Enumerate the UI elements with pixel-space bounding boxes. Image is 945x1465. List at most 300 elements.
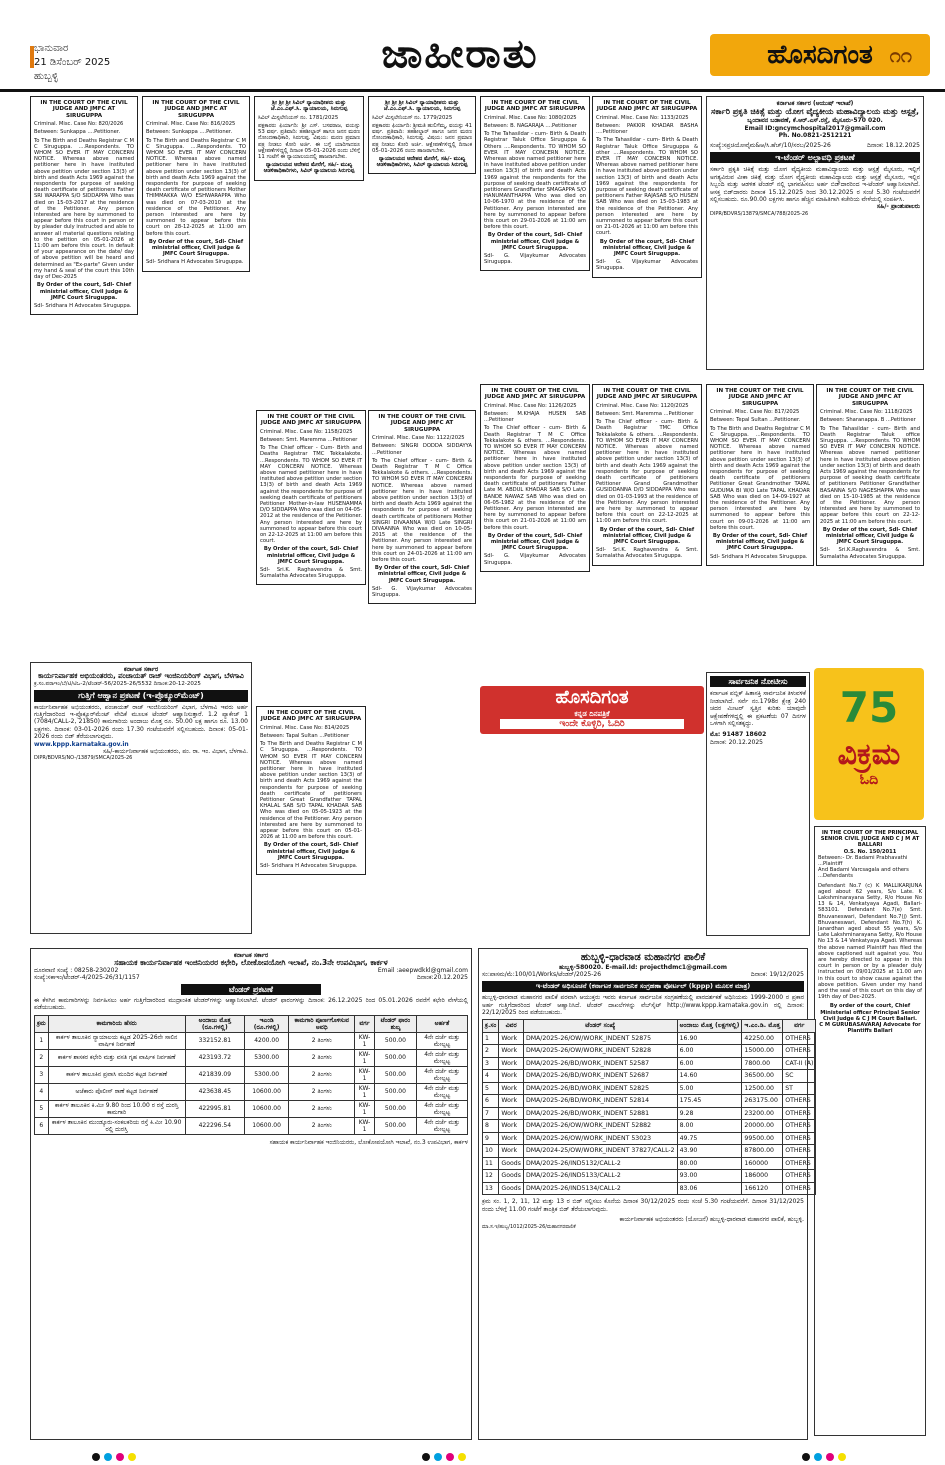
table-cell: ಕಾರ್ಕಳ ತಾಲೂಕಿನ ಮುಂಡ್ಕೂರು-ಸಂಕಲಕರಿಯ ರಸ್ತೆ ಕಿ.ಮೀ 10.90 ರಲ್ಲಿ ದುರಸ್ತಿ bbox=[48, 1117, 185, 1134]
table-cell: 166120 bbox=[742, 1182, 783, 1195]
table-cell: 13 bbox=[483, 1182, 499, 1195]
govt-name: ಕರ್ನಾಟಕ ಸರ್ಕಾರ bbox=[123, 666, 159, 673]
office-email: Email :aeepwdkkl@gmail.com bbox=[377, 966, 468, 974]
table-cell: 2 ತಿಂಗಳು bbox=[289, 1066, 355, 1083]
court-notice bbox=[480, 96, 590, 271]
column-header: ಟೆಂಡರ್ ಫಾರಂ ಶುಲ್ಕ bbox=[374, 1015, 416, 1032]
notice-parties: Between: Tepal Sultan ...Petitioner. bbox=[710, 417, 801, 424]
college-name: ಸರ್ಕಾರಿ ಪ್ರಕೃತಿ ಚಿಕಿತ್ಸೆ ಮತ್ತು ಯೋಗ ವೈದ್ಯಕೀಯ ಮಹಾವಿದ್ಯಾಲಯ ಮತ್ತು ಆಸ್ಪತ್ರೆ, bbox=[710, 107, 920, 117]
table-cell: 9.28 bbox=[677, 1107, 742, 1120]
college-phone: Ph. No.0821-2512121 bbox=[778, 132, 852, 140]
office-phone: ದೂರವಾಣಿ ಸಂಖ್ಯೆ : 08258-230202 bbox=[34, 966, 119, 974]
table-cell: OTHERS bbox=[783, 1145, 816, 1158]
notice-case: Criminal. Misc. Case No: 814/2025 bbox=[260, 724, 350, 731]
notice-signature: By order of the court, Chief Ministerial officer Principal Senior Civil Judge & C J M Court Ballari. bbox=[820, 1003, 920, 1022]
vikrama-anniversary-number: 75 bbox=[839, 683, 899, 732]
table-cell: 2 ತಿಂಗಳು bbox=[289, 1049, 355, 1066]
column-header: ಕ್ರಮ bbox=[35, 1015, 49, 1032]
notice-case: Criminal. Misc. Case No: 817/2025 bbox=[710, 409, 800, 416]
reference-date: ದಿನಾಂಕ:20.12.2025 bbox=[416, 974, 468, 982]
table-cell: 4ನೇ ದರ್ಜೆ ಮತ್ತು ಮೇಲ್ಪಟ್ಟ bbox=[416, 1049, 467, 1066]
notice-signature: By Order of the court, Sdl- Chief ministrial officer, Civil judge & JMFC Court Siruguppa. bbox=[822, 526, 918, 546]
notice-case: O.S. No. 150/2011 bbox=[843, 848, 897, 855]
notice-body: To The Birth and Deaths Registrar C M C Siruguppa. ...Respondents. TO WHOM SO EVER IT MAY CONCERN NOTICE. Whereas above named petitioner here in have instituted above petition under section 13(3) of birth and death Acts 1969 against the respondents for purpose of seeking death certificate of petitioners Petitioner Great Grandfather TAPAL KHALAL SAB S/O TAPAL KHADAR SAB Who was died on 05-05-1923 at the residence of the Petitioner. Any person interested are here by summoned to appear before this court on 05-01-2026 at 11:00 am before this court. bbox=[260, 741, 362, 841]
table-cell: 5300.00 bbox=[244, 1066, 288, 1083]
table-cell: Work bbox=[499, 1070, 524, 1083]
tender-body: ಸರ್ಕಾರಿ ಪ್ರಕೃತಿ ಚಿಕಿತ್ಸೆ ಮತ್ತು ಯೋಗ ವೈದ್ಯಕೀಯ ಮಹಾವಿದ್ಯಾಲಯ ಮತ್ತು ಆಸ್ಪತ್ರೆ ಮೈಸೂರು, ಇಲ್ಲಿಗೆ ಅಗತ್ಯವಿರುವ ವೀಕಾ ಚಿಕಿತ್ಸೆ ಮತ್ತು ಯೋಗ ವೈದ್ಯಕೀಯ ಮಹಾವಿದ್ಯಾಲಯ ಮತ್ತು ಆಸ್ಪತ್ರೆ ಮೈಸೂರು, ಇಲ್ಲಿನ ಸಿಬ್ಬಂದಿ ಮತ್ತು ಆಡಳಿತ ಟೆಂಡರ್ ನಲ್ಲಿ ಭಾಗವಹಿಸಲು ಅರ್ಹ ಬಿಡ್‌ದಾರರಿಂದ ಇ-ಟೆಂಡರ್ ಆಹ್ವಾನಿಸಲಾಗಿದೆ. ಆಸಕ್ತ ಬಿಡ್‌ದಾರರು ದಿನಾಂಕ 15.12.2025 ರಿಂದ 30.12.2025 ರ ಸಂಜೆ 5.30 ಗಂಟೆಯವರೆಗೆ ಸಲ್ಲಿಸಬಹುದು. ರೂ.90.00 ಲಕ್ಷಗಳು ಹಾಗೂ ಹೆಚ್ಚಿನ ಮಾಹಿತಿಗಾಗಿ ಕಚೇರಿಯ ವೇಳೆಯಲ್ಲಿ ಸಂಪರ್ಕಿಸಿ. bbox=[710, 166, 920, 204]
vikrama-subtitle: ಓದಿ bbox=[859, 772, 879, 788]
table-cell: 2 ತಿಂಗಳು bbox=[289, 1100, 355, 1117]
column-6-lower bbox=[592, 384, 702, 680]
notice-case: Criminal. Misc. Case No: 820/2026 bbox=[34, 121, 124, 128]
column-5-lower bbox=[480, 384, 590, 680]
notice-signature: By Order of the court, Sdl- Chief ministrial officer, Civil judge & JMFC Court Siruguppa. bbox=[599, 526, 695, 546]
court-notice bbox=[368, 410, 476, 604]
table-cell: 500.00 bbox=[374, 1100, 416, 1117]
notice-body: ಪಕ್ಷಕಾರರು ಫಿರ್ಯಾದಿ: ಶ್ರೀ ಎಸ್. ಬಸವರಾಜ, ವಯಸ್ಸು 53 ವರ್ಷ. ಪ್ರತಿವಾದಿ: ತಹಶೀಲ್ದಾರ್ ಹಾಗೂ ಜನನ ಮರಣ ನೋಂದಣಾಧಿಕಾರಿ, ಸಿರುಗುಪ್ಪ. ವಿಷಯ: ಮರಣ ಪ್ರಮಾಣ ಪತ್ರ ನೀಡಲು ಕೋರಿ ಅರ್ಜಿ. ಈ ಬಗ್ಗೆ ಯಾರಿಗಾದರೂ ಆಕ್ಷೇಪಣೆಗಳಿದ್ದಲ್ಲಿ ದಿನಾಂಕ 05-01-2026 ರಂದು ಬೆಳಿಗ್ಗೆ 11 ಗಂಟೆಗೆ ಈ ನ್ಯಾಯಾಲಯದಲ್ಲಿ ಹಾಜರಾಗಬೇಕು. bbox=[258, 123, 360, 161]
table-cell: 6 bbox=[483, 1095, 499, 1108]
table-row bbox=[35, 1100, 468, 1117]
table-row bbox=[483, 1082, 816, 1095]
notice-advocate: C M GURUBASAVARAJ Advocate for Plantiffs Ballari bbox=[819, 1022, 921, 1035]
table-cell: 14.60 bbox=[677, 1070, 742, 1083]
table-row bbox=[35, 1049, 468, 1066]
table-cell: 4ನೇ ದರ್ಜೆ ಮತ್ತು ಮೇಲ್ಪಟ್ಟ bbox=[416, 1083, 467, 1100]
table-cell: 4 bbox=[483, 1070, 499, 1083]
table-cell: DMA/2025-26/OW/WORK_INDENT 52875 bbox=[523, 1032, 677, 1045]
notice-signature: By Order of the court, Sdl- Chief ministrial officer, Civil judge & JMFC Court Siruguppa. bbox=[599, 238, 695, 258]
public-notice-date: ದಿನಾಂಕ: 20.12.2025 bbox=[710, 738, 763, 746]
table-cell: 10600.00 bbox=[244, 1117, 288, 1134]
public-notice-body: ಕರ್ನಾಟಕ ಪಬ್ಲಿಕ್ ಹಿತಾಸಕ್ತಿ ಸಾರ್ವಜನಿಕ ತಿಳುವಳಿಕೆ ನೀಡಲಾಗಿದೆ. ಸರ್ವೆ ನಂ.1798ರ ಕ್ಷೇತ್ರ 240 ಚದರ ಮೀಟರ್ ಸ್ವತ್ತಿನ ಕುರಿತು ಯಾವುದೇ ಆಕ್ಷೇಪಣೆಗಳಿದ್ದಲ್ಲಿ ಈ ಪ್ರಕಟಣೆಯ 07 ದಿನಗಳ ಒಳಗಾಗಿ ಸಲ್ಲಿಸತಕ್ಕದ್ದು. bbox=[710, 690, 806, 728]
notice-signature: ನ್ಯಾಯಾಲಯದ ಆದೇಶದ ಮೇರೆಗೆ, ಸಹಿ/- ಮುಖ್ಯ ಆಡಳಿತಾಧಿಕಾರಿಗಳು, ಸಿವಿಲ್ ನ್ಯಾಯಾಲಯ ಸಿರುಗುಪ್ಪ bbox=[376, 156, 468, 169]
table-cell: Work bbox=[499, 1082, 524, 1095]
table-cell: Work bbox=[499, 1095, 524, 1108]
table-cell: Goods bbox=[499, 1157, 524, 1170]
table-cell: DMA/2025-26/OW/WORK_INDENT 52828 bbox=[523, 1045, 677, 1058]
rdpr-tender-notice bbox=[30, 662, 252, 934]
public-notice bbox=[706, 672, 810, 936]
column-header: ಅರ್ಹತೆ bbox=[416, 1015, 467, 1032]
tender-heading: ಇ-ಟೆಂಡರ್ ಅಧಿಸೂಚನೆ (ಕರ್ನಾಟಕ ಸಾರ್ವಜನಿಕ ಸಂಗ್ರಹಣಾ ಪೋರ್ಟಲ್ (kppp) ಮೂಲಕ ಮಾತ್ರ) bbox=[482, 981, 804, 992]
table-cell: KW-1 bbox=[355, 1066, 375, 1083]
reference-number: ಸಂಖ್ಯೆ:ಸಪ್ರಚಿಯೋವೈಮ&ಆ/ಸಿ.ಹೆಚ್/10/ಸರಬ/2025-26 bbox=[710, 141, 831, 149]
table-cell: 3 bbox=[483, 1057, 499, 1070]
notice-advocate: Sdl- Sri.K.Raghavendra & Smt. Sumalatha Advocates Siruguppa. bbox=[820, 547, 920, 560]
karkala-pwd-tender bbox=[30, 948, 472, 1440]
newspaper-logo bbox=[710, 34, 930, 76]
table-cell: ಕಾರ್ಕಳ ತಾಲೂಕಿನ ಕಿ.ಮೀ 9.80 ರಿಂದ 10.00 ರ ರಸ್ತೆ ದುರಸ್ತಿ ಕಾಮಗಾರಿ bbox=[48, 1100, 185, 1117]
reference-number: ಸಂ:ಪಾಸಮ/ಮೆ:100/01/Works/ಟೆಂಡರ್/2025-26 bbox=[482, 971, 602, 979]
table-cell: 7800.00 bbox=[742, 1057, 783, 1070]
table-cell: ಅಜೆಕಾರು ಪೊಲೀಸ್ ಠಾಣೆ ಕಟ್ಟಡ ನಿರ್ವಹಣೆ bbox=[48, 1083, 185, 1100]
notice-case: Criminal. Misc. Case No: 1158/2025 bbox=[260, 428, 353, 435]
tender-signature: ಸಹಿ/- ಪ್ರಾಂಶುಪಾಲರು bbox=[876, 203, 920, 211]
notice-signature: By Order of the court, Sdl- Chief ministrial officer, Civil judge & JMFC Court Siruguppa. bbox=[712, 533, 808, 552]
vikrama-ad bbox=[814, 668, 924, 820]
column-header: ವಿವರ bbox=[499, 1020, 524, 1033]
notice-advocate: Sdl- Sridhara H Advocates Siruguppa. bbox=[710, 553, 808, 560]
table-cell: CAT-II (A) bbox=[783, 1057, 816, 1070]
table-cell: 500.00 bbox=[374, 1049, 416, 1066]
reference-number: ಸಂಖ್ಯೆ:ಸಕಾಇಂ/ಟೆಂಡರ್-4/2025-26/31/1157 bbox=[34, 974, 140, 982]
table-row bbox=[483, 1070, 816, 1083]
table-cell: 175.45 bbox=[677, 1095, 742, 1108]
ref-row bbox=[482, 971, 804, 978]
tender-heading: ಗುತ್ತಿಗೆ ಆಹ್ವಾನ ಪ್ರಕಟಣೆ (ಇ-ಪ್ರೊಕ್ಯೂರ್‌ಮೆಂಟ್) bbox=[34, 690, 248, 701]
notice-signature: By Order of the court, Sdl- Chief ministrial officer, Civil judge & JMFC Court Siruguppa. bbox=[36, 282, 132, 301]
table-cell: 332152.81 bbox=[185, 1032, 244, 1049]
court-notice bbox=[480, 384, 590, 572]
corporation-contact: ಹುಬ್ಬಳ್ಳಿ-580020. E-mail.Id: projecthdmc1@gmail.com bbox=[558, 964, 728, 971]
table-cell: ST bbox=[783, 1082, 816, 1095]
notice-heading: IN THE COURT OF THE CIVIL JUDGE AND JMFC AT SIRUGUPPA bbox=[152, 100, 240, 119]
table-cell: 12500.00 bbox=[742, 1082, 783, 1095]
table-cell: 5 bbox=[483, 1082, 499, 1095]
table-cell: 42250.00 bbox=[742, 1032, 783, 1045]
tender-intro: ಈ ಕೆಳಗಿನ ಕಾಮಗಾರಿಗಳನ್ನು ನಿರ್ವಹಿಸಲು ಅರ್ಹ ಗುತ್ತಿಗೆದಾರರಿಂದ ಮುದ್ರಾಂಕಿತ ಟೆಂಡರ್‌ಗಳನ್ನು ಆಹ್ವಾನಿಸಲಾಗಿದೆ. ಟೆಂಡರ್ ಫಾರಂಗಳನ್ನು ದಿನಾಂಕ: 26.12.2025 ರಿಂದ 05.01.2026 ರವರೆಗೆ ಕಛೇರಿ ವೇಳೆಯಲ್ಲಿ ಪಡೆಯಬಹುದು. bbox=[34, 997, 468, 1012]
notice-heading: ಶ್ರೀ ಶ್ರೀ ಶ್ರೀ ಸಿವಿಲ್ ನ್ಯಾಯಾಧೀಶರು ಮತ್ತು ಜೆ.ಎಂ.ಎಫ್.ಸಿ. ನ್ಯಾಯಾಲಯ, ಸಿರುಗುಪ್ಪ bbox=[270, 100, 348, 113]
notice-heading: IN THE COURT OF THE CIVIL JUDGE AND JMFC AT SIRUGUPPA bbox=[260, 414, 362, 427]
column-header: ಇ.ಎಂ.ಡಿ. ಮೊತ್ತ bbox=[742, 1020, 783, 1033]
table-cell: 8.00 bbox=[677, 1120, 742, 1133]
notice-signature: By Order of the court, Sdl- Chief ministrial officer, Civil judge & JMFC Court Siruguppa. bbox=[263, 546, 359, 565]
table-cell: 4ನೇ ದರ್ಜೆ ಮತ್ತು ಮೇಲ್ಪಟ್ಟ bbox=[416, 1117, 467, 1134]
table-cell: 12 bbox=[483, 1170, 499, 1183]
table-row bbox=[483, 1170, 816, 1183]
notice-heading: IN THE COURT OF THE CIVIL JUDGE AND JMFC AT SIRUGUPPA bbox=[596, 100, 698, 113]
tender-signature: ಕಾರ್ಯನಿರ್ವಾಹಕ ಅಭಿಯಂತರರು (ಯೋಜನೆ) ಹುಬ್ಬಳ್ಳಿ-ಧಾರವಾಡ ಮಹಾನಗರ ಪಾಲಿಕೆ, ಹುಬ್ಬಳ್ಳಿ. bbox=[619, 1216, 804, 1224]
court-notice bbox=[256, 706, 366, 875]
table-cell: 11 bbox=[483, 1157, 499, 1170]
notice-plaintiff: Between:- Dr. Badami Prabhavathi ...Plaintiff bbox=[818, 854, 908, 868]
table-cell: ಕಾರ್ಕಳ ಶಾಸಕರ ಕಛೇರಿ ಮತ್ತು ವಸತಿ ಗೃಹ ವಾರ್ಷಿಕ ನಿರ್ವಹಣೆ bbox=[48, 1049, 185, 1066]
notice-advocate: Sdl- G. Vijaykumar Advocates Siruguppa. bbox=[484, 553, 586, 566]
table-row bbox=[483, 1132, 816, 1145]
table-cell: 186000 bbox=[742, 1170, 783, 1183]
table-cell: 15000.00 bbox=[742, 1045, 783, 1058]
table-cell: KW-1 bbox=[355, 1049, 375, 1066]
govt-name: ಕರ್ನಾಟಕ ಸರ್ಕಾರ bbox=[233, 952, 269, 959]
table-cell: Work bbox=[499, 1132, 524, 1145]
govt-name: ಕರ್ನಾಟಕ ಸರ್ಕಾರ (ಆಯುಷ್ ಇಲಾಖೆ) bbox=[776, 100, 854, 107]
column-4-lower bbox=[368, 410, 476, 700]
notice-parties: Between: Smt. Maremma ...Petitioner bbox=[260, 437, 358, 444]
table-cell: 263175.00 bbox=[742, 1095, 783, 1108]
table-cell: 1 bbox=[35, 1032, 49, 1049]
college-email: Email ID:gncymchospital2017@gmail.com bbox=[744, 124, 886, 132]
page-number: ೧೧ bbox=[889, 43, 912, 67]
notice-heading: IN THE COURT OF THE CIVIL JUDGE AND JMFC AT SIRUGUPPA bbox=[260, 710, 362, 723]
dipr-code: DIPR/BDVRS/NO-/13879/SMCA/2025-26 bbox=[34, 755, 133, 762]
notice-heading: IN THE COURT OF THE CIVIL JUDGE AND JMFC AT SIRUGUPPA bbox=[40, 100, 128, 119]
table-cell: KW-1 bbox=[355, 1117, 375, 1134]
table-cell: DMA/2025-26/BD/WORK_INDENT 52814 bbox=[523, 1095, 677, 1108]
table-cell: ಕಾರ್ಕಳ ತಾಲೂಕಿನ ನ್ಯಾಯಾಲಯ ಕಟ್ಟಡ 2025-26ನೇ ಸಾಲಿನ ವಾರ್ಷಿಕ ನಿರ್ವಹಣೆ bbox=[48, 1032, 185, 1049]
table-cell: 10 bbox=[483, 1145, 499, 1158]
reference-date: ದಿನಾಂಕ: 19/12/2025 bbox=[750, 971, 804, 979]
notice-body: To The Chief officer - cum- Birth & Death Registrar T M C Office Tekkalakote & others. ...Respondents. TO WHOM SO EVER IT MAY CONCERN NOTICE. Whereas above named petitioner here in have instituted above petition under section 13(3) of birth and death Acts 1969 against the respondents for purpose of seeking death certificate of petitioners Mother SINGRI DIVAANNA W/O Late SINGRI DIVAANNA Who was died on 10-05-2015 at the residence of the Petitioner. Any person interested are here by summoned to appear before this court on 24-01-2026 at 11:00 am before this court. bbox=[372, 457, 472, 564]
notice-case: Criminal. Misc. Case No: 1118/2025 bbox=[820, 409, 913, 416]
table-cell: 2 ತಿಂಗಳು bbox=[289, 1083, 355, 1100]
ad-tagline: ಕನ್ನಡ ದಿನಪತ್ರಿಕೆ bbox=[574, 710, 610, 718]
table-cell: 2 ತಿಂಗಳು bbox=[289, 1032, 355, 1049]
notice-signature: By Order of the court, Sdl- Chief ministrial officer, Civil judge & JMFC Court Siruguppa. bbox=[487, 232, 583, 251]
print-registration-marks bbox=[0, 1446, 945, 1456]
table-header-row bbox=[35, 1015, 468, 1032]
table-cell: 423193.72 bbox=[185, 1049, 244, 1066]
notice-body: To The Chief officer - cum- Birth & Death Registrar TMC Office Tekkalakote & others. ...Respondents. TO WHOM SO EVER IT MAY CONCERN NOTICE. Whereas above named petitioner here in have instituted above petition under section 13(3) of birth and death Acts 1969 against the respondents for purpose of seeking death certificate of petitioners Petitioner Grand Grandmother GUSIDDANNA D/O SIDDAPPA Who was died on 01-03-1993 at the residence of the Petitioner. Any person interested are here by summoned to appear before this court on 22-12-2025 at 11:00 am before this court. bbox=[596, 419, 698, 525]
court-notice bbox=[592, 384, 702, 566]
notice-heading: IN THE COURT OF THE CIVIL JUDGE AND JMFC AT SIRUGUPPA bbox=[716, 388, 804, 407]
table-cell: 2 ತಿಂಗಳು bbox=[289, 1117, 355, 1134]
table-cell: 87800.00 bbox=[742, 1145, 783, 1158]
notice-body: To The Birth and Deaths Registrar C M C Siruguppa. ....Respondents. TO WHOM SO EVER IT MAY CONCERN NOTICE. Whereas above named petitioner here in have instituted above petition under section 13(3) of birth and death Acts 1969 against the respondents for purpose of seeking death certificate of petitioners Mother THIMMAKKA W/O ESHWARAPPA Who was died on 07-03-2010 at the residence of the Petitioner. Any person interested are here by summoned to appear before this court on 28-12-2025 at 11:00 am before this court. bbox=[146, 137, 246, 237]
column-3 bbox=[254, 96, 364, 396]
notice-parties: Between: PAKKIR KHADAR BASHA ....Petitioner bbox=[596, 123, 698, 136]
table-cell: 10600.00 bbox=[244, 1083, 288, 1100]
notice-case: ಸಿವಿಲ್ ಮಿಸ್ಸಲೇನಿಯಸ್ ನಂ. 1779/2025 bbox=[372, 114, 453, 121]
notice-signature: ನ್ಯಾಯಾಲಯದ ಆದೇಶದ ಮೇರೆಗೆ, ಸಹಿ/- ಮುಖ್ಯ ಆಡಳಿತಾಧಿಕಾರಿಗಳು, ಸಿವಿಲ್ ನ್ಯಾಯಾಲಯ ಸಿರುಗುಪ್ಪ bbox=[263, 162, 355, 175]
court-notice bbox=[142, 96, 250, 272]
table-cell: 422296.54 bbox=[185, 1117, 244, 1134]
newspaper-name: ಹೊಸದಿಗಂತ bbox=[767, 40, 873, 70]
table-cell: 5 bbox=[35, 1100, 49, 1117]
table-cell: DMA/2025-26/BD/WORK_INDENT 52825 bbox=[523, 1082, 677, 1095]
column-header: ಇಎಂಡಿ (ರೂ.ಗಳಲ್ಲಿ) bbox=[244, 1015, 288, 1032]
table-cell: 7 bbox=[483, 1107, 499, 1120]
reference-date: ದಿನಾಂಕ: 18.12.2025 bbox=[867, 141, 920, 149]
table-cell: DMA/2025-26/OW/WORK_INDENT 53023 bbox=[523, 1132, 677, 1145]
notice-case: Criminal. Misc. Case No: 1120/2025 bbox=[596, 402, 689, 409]
table-row bbox=[483, 1182, 816, 1195]
table-cell: 3 bbox=[35, 1066, 49, 1083]
column-1 bbox=[30, 96, 138, 406]
table-cell: SC bbox=[783, 1070, 816, 1083]
tender-heading: ಇ-ಟೆಂಡರ್ ಅಲ್ಪಾವಧಿ ಪ್ರಕಟಣೆ bbox=[710, 152, 920, 163]
department-name: ಸಹಾಯಕ ಕಾರ್ಯನಿರ್ವಾಹಕ ಇಂಜಿನಿಯರರ ಕಛೇರಿ, ಲೋಕೋಪಯೋಗಿ ಇಲಾಖೆ, ನಂ.3ನೇ ಉಪವಿಭಾಗ, ಕಾರ್ಕಳ bbox=[114, 958, 388, 968]
work-table bbox=[482, 1019, 816, 1195]
page-title: ಜಾಹೀರಾತು bbox=[381, 30, 539, 77]
tender-website[interactable]: www.kppp.karnataka.gov.in bbox=[34, 740, 129, 748]
table-cell: 83.06 bbox=[677, 1182, 742, 1195]
dipr-code: ಮಾ.ಸ.ಇ/ಹುಬ್ಬ/1012/2025-26/ಮಹಾನಗರಪಾಲಿಕೆ bbox=[482, 1223, 576, 1230]
column-header: ವರ್ಗ bbox=[783, 1020, 816, 1033]
table-cell: OTHERS bbox=[783, 1132, 816, 1145]
column-header: ಅಂದಾಜು ಮೊತ್ತ (ಲಕ್ಷಗಳಲ್ಲಿ) bbox=[677, 1020, 742, 1033]
table-cell: 6.00 bbox=[677, 1045, 742, 1058]
table-cell: OTHERS bbox=[783, 1182, 816, 1195]
table-cell: 4ನೇ ದರ್ಜೆ ಮತ್ತು ಮೇಲ್ಪಟ್ಟ bbox=[416, 1100, 467, 1117]
court-notice bbox=[30, 96, 138, 315]
notice-case: Criminal. Misc. Case No: 816/2025 bbox=[146, 121, 236, 128]
table-cell: 423638.45 bbox=[185, 1083, 244, 1100]
table-cell: DMA/2025-26/BD/WORK_INDENT 52687 bbox=[523, 1070, 677, 1083]
table-cell: Work bbox=[499, 1107, 524, 1120]
table-cell: 49.75 bbox=[677, 1132, 742, 1145]
reference-number: ಕ್ರ.ಸಂ.ಪರಾಇಂ/ಬೆ/ಟಿ/ಟಿಒ-2/ಟೆಂಡರ್-56/2025-26/5532 ದಿನಾಂಕ:20-12-2025 bbox=[34, 680, 201, 687]
table-cell: DMA/2025-26/BD/WORK_INDENT 52587 bbox=[523, 1057, 677, 1070]
notice-parties: Between: Sharanappa. B ...Petitioner bbox=[820, 417, 916, 424]
notice-heading: IN THE COURT OF THE CIVIL JUDGE AND JMFC AT SIRUGUPPA bbox=[484, 100, 586, 113]
vikrama-title: ವಿಕ್ರಮ bbox=[837, 737, 901, 772]
table-cell: Work bbox=[499, 1032, 524, 1045]
tender-heading: ಟೆಂಡರ್ ಪ್ರಕಟಣೆ bbox=[181, 984, 321, 995]
table-cell: Work bbox=[499, 1057, 524, 1070]
table-cell: 80.00 bbox=[677, 1157, 742, 1170]
table-row bbox=[483, 1107, 816, 1120]
tender-footer: ಕ್ರಮ ಸಂ. 1, 2, 11, 12 ಮತ್ತು 13 ರ ಬಿಡ್ ಸಲ್ಲಿಸಲು ಕೊನೆಯ ದಿನಾಂಕ 30/12/2025 ರಂದು ಸಂಜೆ 5.30 ಗಂಟೆಯವರೆಗೆ. ದಿನಾಂಕ 31/12/2025 ರಂದು ಬೆಳಿಗ್ಗೆ 11.00 ಗಂಟೆಗೆ ತಾಂತ್ರಿಕ ಬಿಡ್ ತೆರೆಯಲಾಗುವುದು. bbox=[482, 1198, 804, 1213]
ad-brand: ಹೊಸದಿಗಂತ bbox=[555, 687, 629, 708]
table-cell: OTHERS bbox=[783, 1170, 816, 1183]
tender-intro: ಹುಬ್ಬಳ್ಳಿ-ಧಾರವಾಡ ಮಹಾನಗರ ಪಾಲಿಕೆ ಪರವಾಗಿ ಆಯುಕ್ತರು ಇವರು ಕರ್ನಾಟಕ ಸಾರ್ವಜನಿಕ ಸಂಗ್ರಹಣೆಯಲ್ಲಿ ಪಾರದರ್ಶಕತೆ ಅಧಿನಿಯಮ 1999-2000 ರ ಪ್ರಕಾರ ಅರ್ಹ ಗುತ್ತಿಗೆದಾರರಿಂದ ಟೆಂಡರ್ ಆಹ್ವಾನಿಸಿದೆ. ಟೆಂಡರ್ ದಾಖಲೆಗಳನ್ನು ವೆಬ್‌ಸೈಟ್ http://www.kppp.karnataka.gov.in ರಲ್ಲಿ ದಿನಾಂಕ: 22/12/2025 ರಿಂದ ಪಡೆಯಬಹುದು. bbox=[482, 994, 804, 1017]
table-cell: 10600.00 bbox=[244, 1100, 288, 1117]
table-cell: ಕಾರ್ಕಳ ತಾಲೂಕಿನ ಪ್ರವಾಸಿ ಮಂದಿರ ಕಟ್ಟಡ ನಿರ್ವಹಣೆ bbox=[48, 1066, 185, 1083]
table-cell: DMA/2025-26/IND5134/CALL-2 bbox=[523, 1182, 677, 1195]
notice-body: To The Birth and Deaths Registrar C M C Siruguppa. ...Respondents. TO WHOM SO EVER IT MAY CONCERN NOTICE. Whereas above named petitioner here in have instituted above petition under section 13(3) of birth and death Acts 1969 against the respondents for purpose of seeking death certificate of petitioners Petitioner Great Grandmother TAPAL GUDUMA BI W/O Late TAPAL KHADAR SAB Who was died on 14-09-1927 at the residence of the Petitioner. Any person interested are here by summoned to appear before this court on 09-01-2026 at 11:00 am before this court. bbox=[710, 425, 810, 531]
column-2 bbox=[142, 96, 250, 346]
notice-parties: Between: M.KHAJA HUSEN SAB ...Petitioner bbox=[484, 411, 586, 424]
table-cell: Work bbox=[499, 1045, 524, 1058]
notice-advocate: Sdl- Sridhara H Advocates Siruguppa. bbox=[34, 302, 132, 309]
column-header: ಕಾಮಗಾರಿಯ ಹೆಸರು bbox=[48, 1015, 185, 1032]
notice-heading: IN THE COURT OF THE PRINCIPAL SENIOR CIVIL JUDGE AND C J M AT BALLARI bbox=[820, 830, 920, 849]
table-row bbox=[35, 1066, 468, 1083]
court-notice bbox=[592, 96, 702, 278]
table-cell: 23200.00 bbox=[742, 1107, 783, 1120]
table-cell: OTHERS bbox=[783, 1032, 816, 1045]
notice-case: Criminal. Misc. Case No: 1133/2025 bbox=[596, 114, 689, 121]
table-cell: Work bbox=[499, 1145, 524, 1158]
column-8-lower bbox=[816, 384, 924, 664]
kannada-court-notice bbox=[254, 96, 364, 181]
table-cell: DMA/2025-26/IND5132/CALL-2 bbox=[523, 1157, 677, 1170]
table-cell: 6.00 bbox=[677, 1057, 742, 1070]
table-row bbox=[483, 1145, 816, 1158]
table-cell: 6 bbox=[35, 1117, 49, 1134]
notice-body: Defendant No.7 (c) K MALLIKARJUNA aged about 62 years, S/o Late. K Lakshminarayana Setty, R/o House No 13 & 14, Venkatyaya Agadi, Ballari-583101. Defendant No.7(e) Smt. Bhuvaneswari, Defendant No.7(j) Smt. Bhuvaneswari, Defendant No.7(h) K. Janardhan aged about 55 years, S/o Late Lakshminarayana Setty, R/o House No 13 & 14 Venkatyaya Agadi. Whereas the above named Plaintiff has filed the above captioned suit against you. You are hereby directed to appear in this court in person or by a pleader duly instructed on 09/01/2025 at 11.00 am in this court to show cause against the above petition. Given under my hand and the seal of this court on this day of 19th day of Dec-2025. bbox=[818, 882, 922, 1001]
table-cell: OTHERS bbox=[783, 1107, 816, 1120]
notice-case: Criminal. Misc. Case No: 1080/2025 bbox=[484, 114, 577, 121]
table-row bbox=[483, 1120, 816, 1133]
ballari-court-notice bbox=[814, 826, 926, 1436]
notice-parties: Between: B. NAGARAJA ....Petitioner bbox=[484, 123, 577, 130]
table-cell: 43.90 bbox=[677, 1145, 742, 1158]
court-notice bbox=[816, 384, 924, 566]
table-cell: 16.90 bbox=[677, 1032, 742, 1045]
notice-heading: IN THE COURT OF THE CIVIL JUDGE AND JMFC AT SIRUGUPPA bbox=[484, 388, 586, 401]
table-cell: OTHERS bbox=[783, 1120, 816, 1133]
masthead bbox=[0, 0, 945, 92]
notice-heading: IN THE COURT OF THE CIVIL JUDGE AND JMFC AT SIRUGUPPA bbox=[596, 388, 698, 401]
table-cell: 160000 bbox=[742, 1157, 783, 1170]
notice-defendants: And Badami Varcsagala and others ...Defendants bbox=[818, 867, 909, 880]
table-row bbox=[35, 1083, 468, 1100]
table-cell: 500.00 bbox=[374, 1083, 416, 1100]
department-name: ಕಾರ್ಯನಿರ್ವಾಹಕ ಅಭಿಯಂತರರು, ಪಂಚಾಯತ್ ರಾಜ್ ಇಂಜಿನಿಯರಿಂಗ್ ವಿಭಾಗ, ಬೆಳಗಾವಿ bbox=[38, 672, 244, 681]
table-cell: 2 bbox=[35, 1049, 49, 1066]
notice-advocate: Sdl- Sridhara H Advocates Siruguppa. bbox=[146, 259, 244, 266]
issue-day: ಭಾನುವಾರ bbox=[34, 43, 69, 54]
notice-body: To The Birth and Deaths Registrar C M C Siruguppa. ....Respondents. TO WHOM SO EVER IT MAY CONCERN NOTICE. Whereas above named petitioner here in have instituted above petition under section 13(3) of birth and death Acts 1969 against the respondents for purpose of seeking death certificate of petitioners Father SRI WARAPPA S/O SIDDAPPA Who was died on 15-03-2017 at the residence of the Petitioner. Any person interested are here by summoned to appear before this court in person or by pleader duly instructed and able to answer all material questions relating to the petition on 05-01-2026 at 11:00 am before this court. In default of your appearance on the date/ day of above petition will be heard and determined as "Ex-parte" Given under my hand & seal of the court this 10th day of Dec-2025 bbox=[34, 137, 134, 281]
table-cell: 1 bbox=[483, 1032, 499, 1045]
ad-line: ಇಂದೇ ಕೊಳ್ಳಿರಿ, ಓದಿರಿ bbox=[500, 719, 684, 729]
column-header: ಅಂದಾಜು ಮೊತ್ತ (ರೂ.ಗಳಲ್ಲಿ) bbox=[185, 1015, 244, 1032]
notice-signature: By Order of the court, Sdl- Chief ministrial officer, Civil judge & JMFC Court Siruguppa. bbox=[487, 532, 583, 552]
table-cell: KW-1 bbox=[355, 1083, 375, 1100]
table-cell: Work bbox=[499, 1120, 524, 1133]
notice-case: Criminal. Misc. Case No: 1126/2025 bbox=[484, 402, 577, 409]
notice-heading: ಶ್ರೀ ಶ್ರೀ ಶ್ರೀ ಸಿವಿಲ್ ನ್ಯಾಯಾಧೀಶರು ಮತ್ತು ಜೆ.ಎಂ.ಎಫ್.ಸಿ. ನ್ಯಾಯಾಲಯ, ಸಿರುಗುಪ್ಪ bbox=[383, 100, 461, 113]
table-row bbox=[483, 1095, 816, 1108]
issue-date: 21 ಡಿಸೆಂಬರ್ 2025 bbox=[34, 57, 111, 68]
table-cell: DMA/2025-26/BD/WORK_INDENT 52881 bbox=[523, 1107, 677, 1120]
table-cell: 36500.00 bbox=[742, 1070, 783, 1083]
table-cell: 99500.00 bbox=[742, 1132, 783, 1145]
table-row bbox=[483, 1045, 816, 1058]
column-header: ಕ್ರ.ಸಂ bbox=[483, 1020, 499, 1033]
notice-parties: Between: Smt. Maremma ...Petitioner bbox=[596, 411, 694, 418]
table-cell: DMA/2025-26/OW/WORK_INDENT 52882 bbox=[523, 1120, 677, 1133]
notice-signature: By Order of the court, Sdl- Chief ministrial officer, Civil judge & JMFC Court Siruguppa. bbox=[148, 238, 244, 258]
notice-body: To The Chief officer - cum- Birth & Death Registrar T M C Office Tekkalakote & others. ...Respondents. TO WHOM SO EVER IT MAY CONCERN NOTICE. Whereas above named petitioner here in have instituted above petition under section 13(3) of birth and death Acts 1969 against the respondents for purpose of seeking death certificate of petitioners Father Late M. ABDUL KHADAR SAB S/O Late. BANDE NAWAZ SAB Who was died on 06-05-1982 at the residence of the Petitioner. Any person interested are here by summoned to appear before this court on 21-01-2026 at 11:00 am before this court. bbox=[484, 425, 586, 531]
notice-heading: IN THE COURT OF THE CIVIL JUDGE AND JMFC AT SIRUGUPPA bbox=[378, 414, 466, 433]
table-body bbox=[483, 1032, 816, 1195]
table-row bbox=[483, 1057, 816, 1070]
table-cell: DMA/2024-25/OW/WORK_INDENT 37827/CALL-2 bbox=[523, 1145, 677, 1158]
table-cell: OTHERS bbox=[783, 1045, 816, 1058]
table-cell: 422995.81 bbox=[185, 1100, 244, 1117]
table-cell: 20000.00 bbox=[742, 1120, 783, 1133]
notice-case: ಸಿವಿಲ್ ಮಿಸ್ಸಲೇನಿಯಸ್ ನಂ. 1781/2025 bbox=[258, 114, 339, 121]
notice-advocate: Sdl- Sridhara H Advocates Siruguppa. bbox=[260, 863, 358, 870]
table-cell: KW-1 bbox=[355, 1100, 375, 1117]
notice-advocate: Sdl- G. Vijaykumar Advocates Siruguppa. bbox=[484, 253, 586, 266]
table-cell: OTHERS bbox=[783, 1095, 816, 1108]
table-cell: 500.00 bbox=[374, 1066, 416, 1083]
hosadiganta-ad bbox=[480, 686, 704, 734]
table-cell: 5.00 bbox=[677, 1082, 742, 1095]
table-body bbox=[35, 1032, 468, 1134]
table-cell: 4ನೇ ದರ್ಜೆ ಮತ್ತು ಮೇಲ್ಪಟ್ಟ bbox=[416, 1032, 467, 1049]
table-cell: KW-1 bbox=[355, 1032, 375, 1049]
table-cell: 8 bbox=[483, 1120, 499, 1133]
table-cell: 5300.00 bbox=[244, 1049, 288, 1066]
table-cell: 4ನೇ ದರ್ಜೆ ಮತ್ತು ಮೇಲ್ಪಟ್ಟ bbox=[416, 1066, 467, 1083]
table-cell: 4200.00 bbox=[244, 1032, 288, 1049]
notice-advocate: Sdl- G. Vijaykumar Advocates Siruguppa. bbox=[596, 259, 698, 272]
issue-city: ಹುಬ್ಬಳ್ಳಿ bbox=[34, 71, 59, 82]
table-cell: OTHERS bbox=[783, 1157, 816, 1170]
hdmc-tender bbox=[478, 948, 814, 1440]
notice-advocate: Sdl- Sri.K. Raghavendra & Smt. Sumalatha Advocates Siruguppa. bbox=[260, 567, 362, 580]
tender-body: ಕಾರ್ಯನಿರ್ವಾಹಕ ಅಭಿಯಂತರರು, ಪಂಚಾಯತ್ ರಾಜ್ ಇಂಜಿನಿಯರಿಂಗ್ ವಿಭಾಗ, ಬೆಳಗಾವಿ ಇವರು ಅರ್ಹ ಗುತ್ತಿಗೆದಾರರಿಂದ ಇ-ಪ್ರೊಕ್ಯೂರ್‌ಮೆಂಟ್ ವೇದಿಕೆ ಮೂಲಕ ಟೆಂಡರ್ ಆಹ್ವಾನಿಸುತ್ತಾರೆ. 1.2 ಪ್ಯಾಕೇಜ್ 1 (7084/CALL-2, 21850) ಕಾಮಗಾರಿಯ ಅಂದಾಜು ಮೊತ್ತ ರೂ. 50.00 ಲಕ್ಷ ಹಾಗೂ ರೂ. 13.00 ಲಕ್ಷಗಳು. ದಿನಾಂಕ: 03-01-2026 ರಂದು 17.30 ಗಂಟೆಯವರೆಗೆ ಸಲ್ಲಿಸಬಹುದು. ದಿನಾಂಕ: 05-01-2026 ರಂದು ಬಿಡ್ ತೆರೆಯಲಾಗುವುದು. bbox=[34, 703, 248, 741]
notice-advocate: Sdl- G. Vijaykumar Advocates Siruguppa. bbox=[372, 585, 472, 599]
public-notice-phone: ಮೊ: 91487 18602 bbox=[710, 731, 767, 739]
table-cell: 500.00 bbox=[374, 1117, 416, 1134]
table-row bbox=[35, 1032, 468, 1049]
ref-row bbox=[34, 974, 468, 981]
kannada-court-notice bbox=[368, 96, 476, 174]
column-header: ಕಾಮಗಾರಿ ಪೂರ್ಣಗೊಳಿಸುವ ಅವಧಿ bbox=[289, 1015, 355, 1032]
notice-body: ಪಕ್ಷಕಾರರು ಫಿರ್ಯಾದಿ: ಶ್ರೀಮತಿ ಹುಲಿಗೆಮ್ಮ, ವಯಸ್ಸು 41 ವರ್ಷ. ಪ್ರತಿವಾದಿ: ತಹಶೀಲ್ದಾರ್ ಹಾಗೂ ಜನನ ಮರಣ ನೋಂದಣಾಧಿಕಾರಿ, ಸಿರುಗುಪ್ಪ. ವಿಷಯ: ಜನನ ಪ್ರಮಾಣ ಪತ್ರ ನೀಡಲು ಕೋರಿ ಅರ್ಜಿ. ಆಕ್ಷೇಪಣೆಗಳಿದ್ದಲ್ಲಿ ದಿನಾಂಕ 05-01-2026 ರಂದು ಹಾಜರಾಗಬೇಕು. bbox=[372, 123, 472, 154]
notice-signature: By Order of the court, Sdl- Chief ministrial officer, Civil judge & JMFC Court Siruguppa. bbox=[374, 565, 470, 584]
notice-body: To The Chief officer - Cum- Birth and Deaths Registrar TMC Tekkalakote. ...Respondents. TO WHOM SO EVER IT MAY CONCERN NOTICE. Whereas above named petitioner here in have instituted above petition under section 13(3) of birth and death Acts 1969 against the respondents for purpose of seeking death certificate of petitioners Petitioner Mother-in-law HUSENAMMA D/O SIDDAPPA Who was died on 04-05-2012 at the residence of the Petitioner. Any person interested are here by summoned to appear before this court on 22-12-2025 at 11:00 am before this court. bbox=[260, 445, 362, 545]
public-notice-title: ಸಾರ್ವಜನಿಕ ನೋಟೀಸು bbox=[710, 676, 806, 687]
notice-body: To The Tahasildar - cum- Birth & Death Registrar Taluk Office Siruguppa & Others ....Respondents. TO WHOM SO EVER IT MAY CONCERN NOTICE. Whereas above named petitioner here in have instituted above petition under section 13(3) of birth and death Acts 1969 against the respondents for the purpose of seeking death certificate of petitioners GrandFarter SMAGAPPA S/O HANUMANTHAPPA Who was died on 10-06-1970 at the residence of the Petitioner. Any person interested are here by summoned to appear before this court on 29-01-2026 at 11:00 am before this court. bbox=[484, 131, 586, 231]
notice-parties: Between: Tapal Sultan ...Petitioner bbox=[260, 733, 350, 740]
table-cell: 500.00 bbox=[374, 1032, 416, 1049]
